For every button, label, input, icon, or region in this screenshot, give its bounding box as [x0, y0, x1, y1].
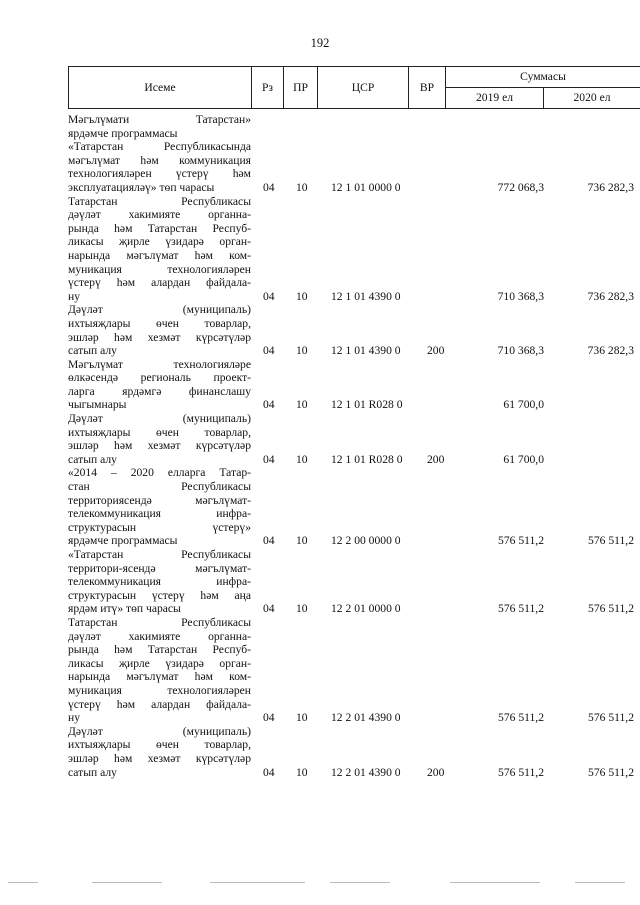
row-name-line: территори-ясендә мәгълүмат- — [68, 561, 251, 575]
row-name-line: муникация технологияләрен — [68, 262, 251, 276]
table-row — [68, 616, 640, 725]
row-name-line: үстерү һәм алардан файдала- — [68, 276, 251, 290]
row-name-line: сатып алу — [68, 344, 117, 358]
row-name-line: эшләр һәм хезмәт күрсәтүләр — [68, 439, 251, 453]
row-vr: 200 — [427, 452, 445, 466]
row-pr: 10 — [296, 602, 308, 616]
row-name-line: ликасы җирле үзидарә орган- — [68, 235, 251, 249]
row-name-line: эксплуатацияләү» төп чарасы — [68, 180, 215, 194]
row-name-line: үстерү һәм алардан файдала- — [68, 697, 251, 711]
row-vr: 200 — [427, 344, 445, 358]
table-body — [68, 113, 640, 779]
row-sum-2020: 736 282,3 — [587, 180, 634, 194]
row-sum-2019: 710 368,3 — [497, 289, 544, 303]
table-row — [68, 412, 640, 466]
row-pr: 10 — [296, 344, 308, 358]
row-name-line: эшләр һәм хезмәт күрсәтүләр — [68, 330, 251, 344]
row-csr: 12 1 01 4390 0 — [331, 289, 401, 303]
row-name-line: Дәүләт (муниципаль) — [68, 724, 251, 738]
row-csr: 12 1 01 R028 0 — [331, 398, 403, 412]
row-sum-2020: 576 511,2 — [588, 765, 634, 779]
table-row — [68, 358, 640, 412]
row-name-line: ярдәмче программасы — [68, 534, 178, 548]
row-name-line: Мәгълүмати Татарстан» — [68, 113, 251, 126]
table-row — [68, 113, 640, 140]
row-rz: 04 — [263, 602, 275, 616]
row-name-line: өлкәсендә региональ проект- — [68, 371, 251, 385]
row-csr: 12 2 00 0000 0 — [331, 534, 401, 548]
row-name-line: Дәүләт (муниципаль) — [68, 412, 251, 426]
row-rz: 04 — [263, 765, 275, 779]
table-row — [68, 303, 640, 357]
row-name-line: сатып алу — [68, 765, 117, 779]
row-csr: 12 2 01 0000 0 — [331, 602, 401, 616]
header-2019: 2019 ел — [446, 88, 544, 109]
row-csr: 12 2 01 4390 0 — [331, 765, 401, 779]
row-sum-2019: 61 700,0 — [503, 452, 544, 466]
row-name-line: Татарстан Республикасы — [68, 615, 251, 629]
row-sum-2019: 772 068,3 — [497, 180, 544, 194]
row-name-line: дәүләт хакимияте органна- — [68, 629, 251, 643]
row-name-line: «Татарстан Республикасында — [68, 140, 251, 154]
row-sum-2019: 576 511,2 — [498, 602, 544, 616]
row-rz: 04 — [263, 711, 275, 725]
row-rz: 04 — [263, 534, 275, 548]
row-sum-2020: 736 282,3 — [587, 289, 634, 303]
row-name-line: ну — [68, 711, 81, 725]
header-rz: Рз — [252, 67, 284, 109]
row-name-line: телекоммуникация инфра- — [68, 575, 251, 589]
scan-noise — [0, 878, 640, 888]
row-vr: 200 — [427, 765, 445, 779]
row-name-line: территориясендә мәгълүмат- — [68, 493, 251, 507]
row-pr: 10 — [296, 765, 308, 779]
row-name-line: ярдәмче программасы — [68, 126, 178, 140]
row-name-line: Татарстан Республикасы — [68, 194, 251, 208]
row-pr: 10 — [296, 534, 308, 548]
header-2020: 2020 ел — [544, 88, 640, 109]
row-sum-2020: 576 511,2 — [588, 534, 634, 548]
row-name-line: структурасын үстерү» — [68, 520, 251, 534]
row-name-line: муникация технологияләрен — [68, 683, 251, 697]
row-csr: 12 1 01 R028 0 — [331, 452, 403, 466]
row-sum-2019: 710 368,3 — [497, 344, 544, 358]
row-name-line: телекоммуникация инфра- — [68, 507, 251, 521]
row-name-line: эшләр һәм хезмәт күрсәтүләр — [68, 751, 251, 765]
row-sum-2020: 736 282,3 — [587, 344, 634, 358]
row-rz: 04 — [263, 398, 275, 412]
table-row — [68, 195, 640, 304]
row-name-line: «2014 – 2020 елларга Татар- — [68, 466, 251, 480]
row-pr: 10 — [296, 398, 308, 412]
row-pr: 10 — [296, 711, 308, 725]
row-name-line: структурасын үстерү һәм аңа — [68, 588, 251, 602]
row-name-line: дәүләт хакимияте органна- — [68, 208, 251, 222]
row-name-line: ярдәм итү» төп чарасы — [68, 602, 181, 616]
row-csr: 12 1 01 0000 0 — [331, 180, 401, 194]
row-name-line: рында һәм Татарстан Респуб- — [68, 221, 251, 235]
table-row — [68, 140, 640, 194]
row-pr: 10 — [296, 452, 308, 466]
header-sums: Суммасы — [446, 67, 640, 88]
row-name-line: нарында мәгълүмат һәм ком- — [68, 670, 251, 684]
row-name-line: ларга ярдәмгә финанслашу — [68, 384, 251, 398]
row-name-line: ихтыяҗлары өчен товарлар, — [68, 425, 251, 439]
row-name-line: сатып алу — [68, 452, 117, 466]
row-sum-2020: 576 511,2 — [588, 602, 634, 616]
header-csr: ЦСР — [318, 67, 409, 109]
row-name-line: технологияләрен үстерү һәм — [68, 167, 251, 181]
row-name-line: стан Республикасы — [68, 480, 251, 494]
row-csr: 12 2 01 4390 0 — [331, 711, 401, 725]
row-sum-2019: 576 511,2 — [498, 765, 544, 779]
table-row — [68, 466, 640, 548]
header-name: Исеме — [69, 67, 252, 109]
row-sum-2019: 61 700,0 — [503, 398, 544, 412]
row-name-line: чыгымнары — [68, 398, 127, 412]
row-name — [68, 616, 251, 725]
page-number: 192 — [310, 36, 330, 50]
row-name-line: Мәгълүмат технологияләре — [68, 357, 251, 371]
row-sum-2020: 576 511,2 — [588, 711, 634, 725]
table-header — [68, 66, 640, 109]
row-name-line: мәгълүмат һәм коммуникация — [68, 153, 251, 167]
row-name-line: нарында мәгълүмат һәм ком- — [68, 248, 251, 262]
row-rz: 04 — [263, 452, 275, 466]
row-name-line: рында һәм Татарстан Респуб- — [68, 643, 251, 657]
header-pr: ПР — [284, 67, 318, 109]
row-rz: 04 — [263, 289, 275, 303]
row-name-line: ну — [68, 289, 81, 303]
row-rz: 04 — [263, 180, 275, 194]
row-name-line: Дәүләт (муниципаль) — [68, 303, 251, 317]
row-name-line: «Татарстан Республикасы — [68, 548, 251, 561]
row-sum-2019: 576 511,2 — [498, 711, 544, 725]
header-vr: ВР — [409, 67, 446, 109]
table-row — [68, 725, 640, 779]
row-pr: 10 — [296, 289, 308, 303]
table-row — [68, 548, 640, 616]
row-name — [68, 195, 251, 304]
row-rz: 04 — [263, 344, 275, 358]
row-sum-2019: 576 511,2 — [498, 534, 544, 548]
row-pr: 10 — [296, 180, 308, 194]
row-name-line: ихтыяҗлары өчен товарлар, — [68, 738, 251, 752]
row-csr: 12 1 01 4390 0 — [331, 344, 401, 358]
row-name-line: ликасы җирле үзидарә орган- — [68, 656, 251, 670]
row-name-line: ихтыяҗлары өчен товарлар, — [68, 316, 251, 330]
